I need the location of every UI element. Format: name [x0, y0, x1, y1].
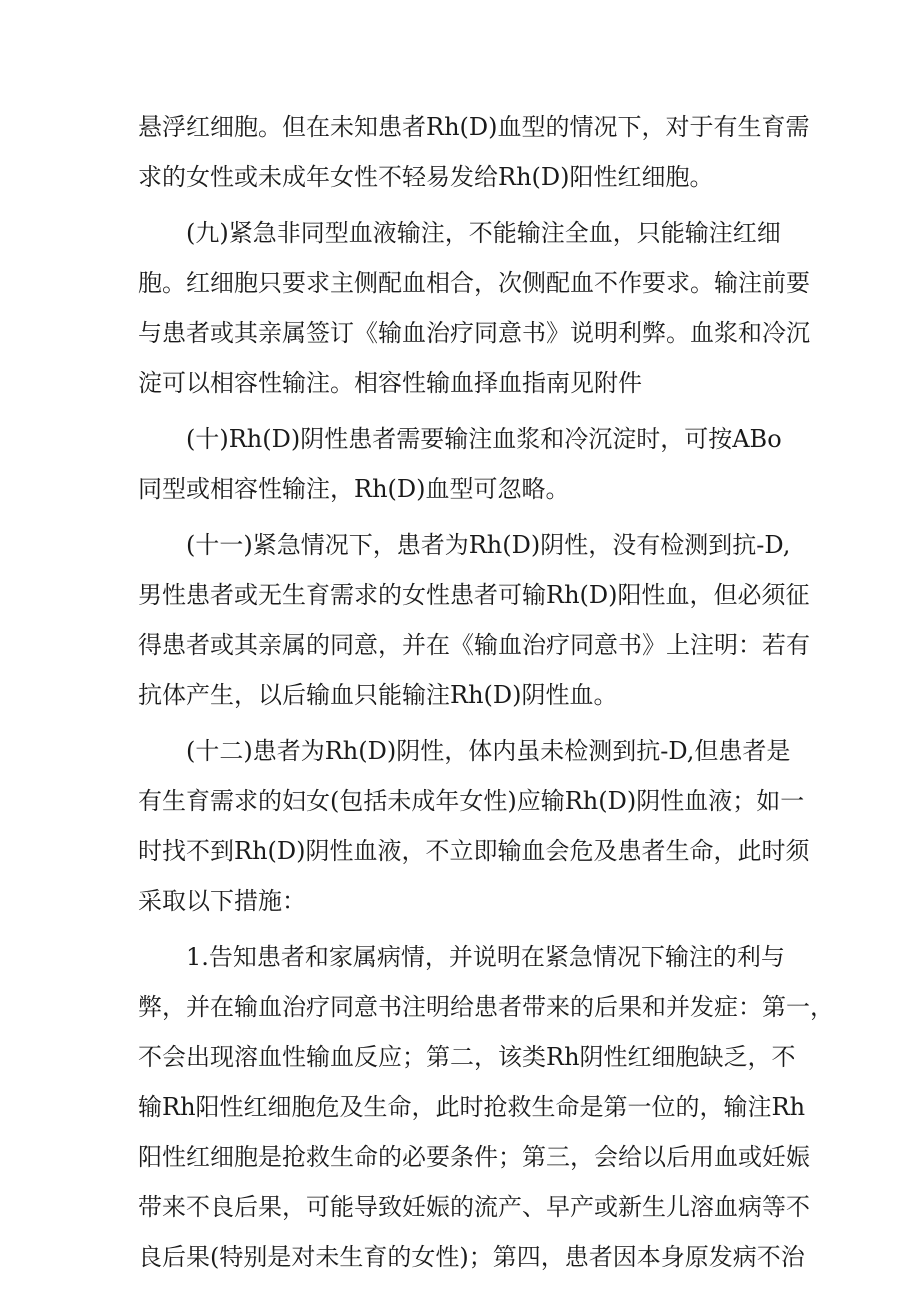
text-line: 有生育需求的妇女(包括未成年女性)应输Rh(D)阴性血液；如一 — [138, 787, 805, 815]
text-line: 男性患者或无生育需求的女性患者可输Rh(D)阳性血，但必须征 — [138, 581, 810, 609]
text-line: 良后果(特别是对未生育的女性)；第四，患者因本身原发病不治 — [138, 1243, 805, 1271]
text-line: 淀可以相容性输注。相容性输血择血指南见附件 — [138, 369, 642, 397]
paragraph-9-line: (九)紧急非同型血液输注，不能输注全血，只能输注红细 — [186, 219, 781, 247]
text-line: 得患者或其亲属的同意，并在《输血治疗同意书》上注明：若有 — [138, 631, 810, 659]
text-line: 求的女性或未成年女性不轻易发给Rh(D)阳性红细胞。 — [138, 163, 714, 191]
text-line: 时找不到Rh(D)阴性血液，不立即输血会危及患者生命，此时须 — [138, 837, 810, 865]
text-line: 抗体产生，以后输血只能输注Rh(D)阴性血。 — [138, 681, 618, 709]
text-line: 胞。红细胞只要求主侧配血相合，次侧配血不作要求。输注前要 — [138, 269, 810, 297]
text-line: 悬浮红细胞。但在未知患者Rh(D)血型的情况下，对于有生育需 — [138, 113, 810, 141]
text-line: 阳性红细胞是抢救生命的必要条件；第三，会给以后用血或妊娠 — [138, 1143, 810, 1171]
text-line: 与患者或其亲属签订《输血治疗同意书》说明利弊。血浆和冷沉 — [138, 319, 810, 347]
text-line: 弊，并在输血治疗同意书注明给患者带来的后果和并发症：第一， — [138, 993, 834, 1021]
paragraph-12-line: (十二)患者为Rh(D)阴性，体内虽未检测到抗-D,但患者是 — [186, 737, 791, 765]
text-line: 不会出现溶血性输血反应；第二，该类Rh阴性红细胞缺乏，不 — [138, 1043, 796, 1071]
text-line: 同型或相容性输注，Rh(D)血型可忽略。 — [138, 475, 570, 503]
text-line: 输Rh阳性红细胞危及生命，此时抢救生命是第一位的，输注Rh — [138, 1093, 806, 1121]
text-line: 带来不良后果，可能导致妊娠的流产、早产或新生儿溶血病等不 — [138, 1193, 810, 1221]
paragraph-10-line: (十)Rh(D)阴性患者需要输注血浆和冷沉淀时，可按ABo — [186, 425, 782, 453]
text-line: 采取以下措施： — [138, 887, 306, 915]
item-1-line: 1.告知患者和家属病情，并说明在紧急情况下输注的利与 — [186, 943, 785, 971]
paragraph-11-line: (十一)紧急情况下，患者为Rh(D)阴性，没有检测到抗-D, — [186, 531, 791, 559]
